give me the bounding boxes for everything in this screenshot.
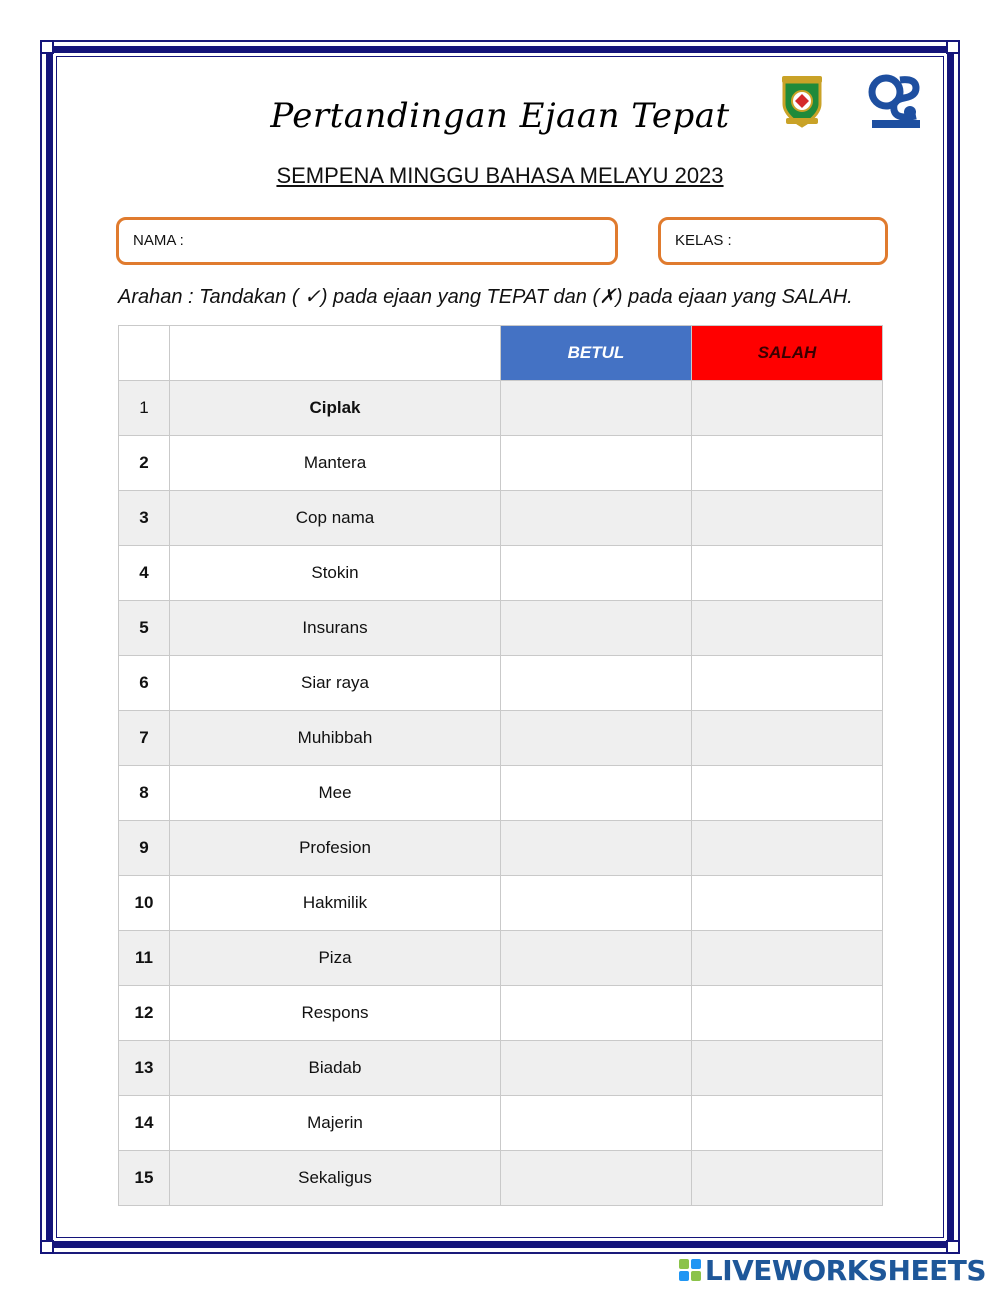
row-word: Cop nama (170, 491, 501, 546)
row-number: 15 (119, 1151, 170, 1206)
row-word: Respons (170, 986, 501, 1041)
row-number: 2 (119, 436, 170, 491)
row-number: 9 (119, 821, 170, 876)
table-row (119, 436, 883, 491)
class-field[interactable] (658, 217, 888, 265)
row-number: 7 (119, 711, 170, 766)
row-number: 6 (119, 656, 170, 711)
row-number: 10 (119, 876, 170, 931)
betul-answer-cell[interactable] (501, 436, 692, 491)
betul-answer-cell[interactable] (501, 546, 692, 601)
salah-answer-cell[interactable] (692, 1096, 883, 1151)
row-word: Muhibbah (170, 711, 501, 766)
row-number: 1 (119, 381, 170, 436)
row-number: 12 (119, 986, 170, 1041)
border-corner (946, 40, 960, 54)
liveworksheets-icon (679, 1259, 701, 1281)
row-number: 5 (119, 601, 170, 656)
table-row (119, 931, 883, 986)
row-word: Siar raya (170, 656, 501, 711)
row-number: 8 (119, 766, 170, 821)
footer-brand-text: LIVEWORKSHEETS (704, 1253, 986, 1287)
row-word: Ciplak (170, 381, 501, 436)
table-row (119, 656, 883, 711)
table-row (119, 986, 883, 1041)
page-title: Pertandingan Ejaan Tepat (270, 96, 730, 136)
border-corner (40, 40, 54, 54)
table-row (119, 821, 883, 876)
betul-answer-cell[interactable] (501, 931, 692, 986)
betul-answer-cell[interactable] (501, 986, 692, 1041)
row-number: 14 (119, 1096, 170, 1151)
row-word: Hakmilik (170, 876, 501, 931)
table-row (119, 1151, 883, 1206)
salah-answer-cell[interactable] (692, 1151, 883, 1206)
salah-answer-cell[interactable] (692, 876, 883, 931)
betul-answer-cell[interactable] (501, 1096, 692, 1151)
table-row (119, 601, 883, 656)
header-salah: SALAH (692, 326, 883, 381)
header-betul: BETUL (501, 326, 692, 381)
table-row (119, 1096, 883, 1151)
salah-answer-cell[interactable] (692, 821, 883, 876)
row-word: Stokin (170, 546, 501, 601)
border-corner (946, 1240, 960, 1254)
table-row (119, 381, 883, 436)
row-word: Profesion (170, 821, 501, 876)
betul-answer-cell[interactable] (501, 1041, 692, 1096)
row-word: Sekaligus (170, 1151, 501, 1206)
betul-answer-cell[interactable] (501, 381, 692, 436)
betul-answer-cell[interactable] (501, 491, 692, 546)
salah-answer-cell[interactable] (692, 436, 883, 491)
header-word (170, 326, 501, 381)
salah-answer-cell[interactable] (692, 931, 883, 986)
salah-answer-cell[interactable] (692, 546, 883, 601)
betul-answer-cell[interactable] (501, 711, 692, 766)
betul-answer-cell[interactable] (501, 601, 692, 656)
class-field-label: KELAS : (675, 232, 732, 249)
page-subtitle: SEMPENA MINGGU BAHASA MELAYU 2023 (276, 163, 724, 188)
row-word: Piza (170, 931, 501, 986)
name-field-label: NAMA : (133, 232, 184, 249)
instruction-text: Arahan : Tandakan ( ✓) pada ejaan yang TEPAT dan (✗) pada ejaan yang SALAH. (118, 286, 853, 308)
row-word: Biadab (170, 1041, 501, 1096)
table-row (119, 711, 883, 766)
betul-answer-cell[interactable] (501, 876, 692, 931)
table-row (119, 1041, 883, 1096)
betul-answer-cell[interactable] (501, 656, 692, 711)
name-field[interactable] (116, 217, 618, 265)
salah-answer-cell[interactable] (692, 381, 883, 436)
salah-answer-cell[interactable] (692, 986, 883, 1041)
table-row (119, 766, 883, 821)
salah-answer-cell[interactable] (692, 711, 883, 766)
salah-answer-cell[interactable] (692, 601, 883, 656)
row-word: Majerin (170, 1096, 501, 1151)
table-row (119, 876, 883, 931)
table-header-row (119, 326, 883, 381)
border-corner (40, 1240, 54, 1254)
footer-brand (679, 1254, 986, 1286)
table-row (119, 491, 883, 546)
table-row (119, 546, 883, 601)
row-number: 13 (119, 1041, 170, 1096)
salah-answer-cell[interactable] (692, 1041, 883, 1096)
salah-answer-cell[interactable] (692, 656, 883, 711)
row-number: 3 (119, 491, 170, 546)
row-word: Mantera (170, 436, 501, 491)
salah-answer-cell[interactable] (692, 766, 883, 821)
betul-answer-cell[interactable] (501, 1151, 692, 1206)
spelling-table (118, 325, 883, 1206)
betul-answer-cell[interactable] (501, 821, 692, 876)
row-number: 4 (119, 546, 170, 601)
row-number: 11 (119, 931, 170, 986)
row-word: Mee (170, 766, 501, 821)
header-number (119, 326, 170, 381)
salah-answer-cell[interactable] (692, 491, 883, 546)
betul-answer-cell[interactable] (501, 766, 692, 821)
row-word: Insurans (170, 601, 501, 656)
